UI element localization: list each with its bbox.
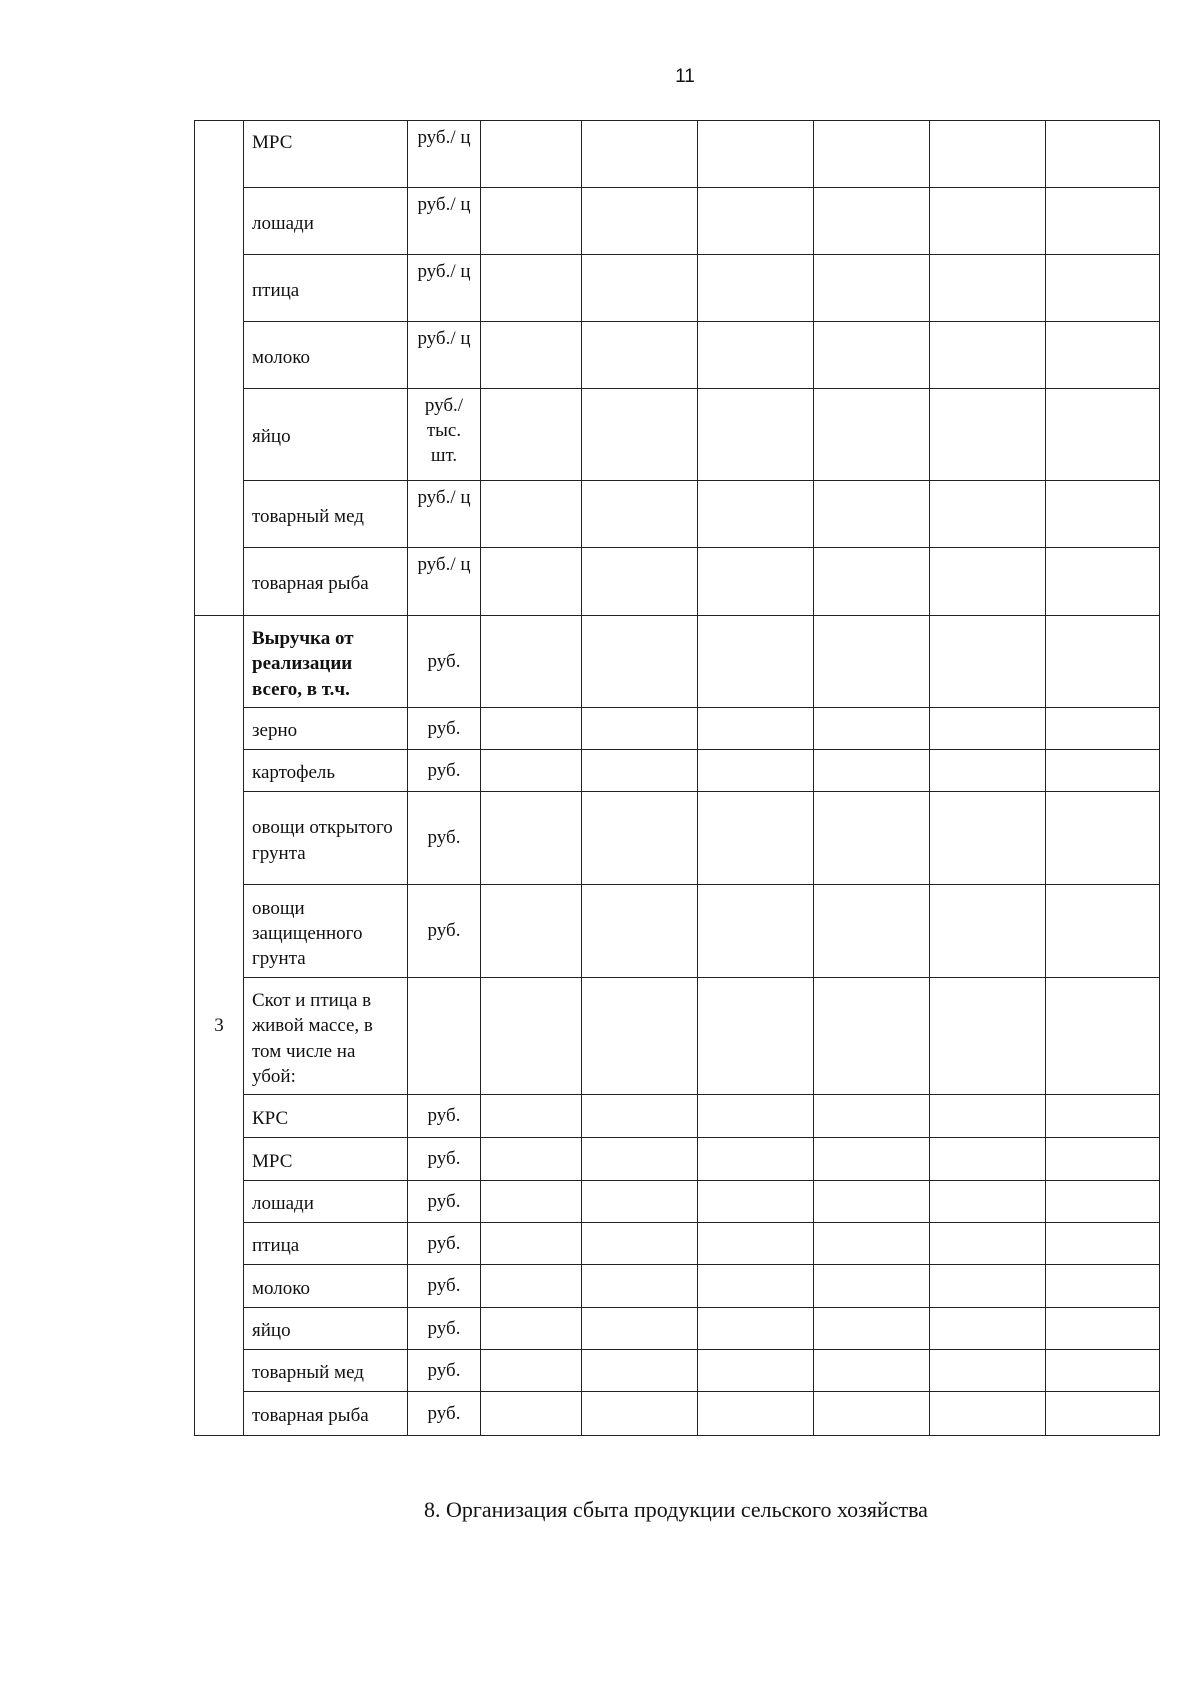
- table-row: [195, 708, 1160, 750]
- value-cell[interactable]: [481, 708, 582, 750]
- row-label: Выручка от реализации всего, в т.ч.: [244, 616, 408, 708]
- value-cell[interactable]: [698, 750, 814, 792]
- table-row: [195, 1138, 1160, 1181]
- data-table: [194, 120, 1160, 1436]
- value-cell[interactable]: [698, 1095, 814, 1138]
- value-cell[interactable]: [582, 616, 698, 708]
- value-cell[interactable]: [814, 322, 930, 389]
- value-cell[interactable]: [582, 1350, 698, 1392]
- value-cell[interactable]: [582, 1265, 698, 1308]
- table-row: [195, 188, 1160, 255]
- value-cell[interactable]: [1046, 885, 1160, 978]
- value-cell[interactable]: [698, 481, 814, 548]
- table-row: [195, 389, 1160, 481]
- value-cell[interactable]: [814, 1308, 930, 1350]
- value-cell[interactable]: [481, 750, 582, 792]
- value-cell[interactable]: [1046, 1181, 1160, 1223]
- value-cell[interactable]: [1046, 255, 1160, 322]
- value-cell[interactable]: [814, 1181, 930, 1223]
- value-cell[interactable]: [814, 548, 930, 616]
- value-cell[interactable]: [582, 885, 698, 978]
- table-row: [195, 1095, 1160, 1138]
- row-unit: руб.: [408, 1350, 481, 1392]
- value-cell[interactable]: [698, 1181, 814, 1223]
- row-label: лошади: [244, 1181, 408, 1223]
- value-cell[interactable]: [582, 322, 698, 389]
- value-cell[interactable]: [930, 750, 1046, 792]
- row-unit: руб./ ц: [408, 121, 481, 188]
- row-unit: руб./ ц: [408, 188, 481, 255]
- value-cell[interactable]: [481, 1095, 582, 1138]
- value-cell[interactable]: [481, 255, 582, 322]
- row-unit: руб./ ц: [408, 255, 481, 322]
- value-cell[interactable]: [481, 322, 582, 389]
- value-cell[interactable]: [814, 389, 930, 481]
- table-row: [195, 255, 1160, 322]
- value-cell[interactable]: [814, 481, 930, 548]
- value-cell[interactable]: [930, 1392, 1046, 1436]
- value-cell[interactable]: [930, 1095, 1046, 1138]
- value-cell[interactable]: [930, 1308, 1046, 1350]
- table-row: [195, 1308, 1160, 1350]
- value-cell[interactable]: [1046, 750, 1160, 792]
- value-cell[interactable]: [582, 1392, 698, 1436]
- row-unit: руб.: [408, 1223, 481, 1265]
- value-cell[interactable]: [698, 1223, 814, 1265]
- row-label: товарная рыба: [244, 548, 408, 616]
- value-cell[interactable]: [582, 978, 698, 1095]
- value-cell[interactable]: [930, 792, 1046, 885]
- row-unit: руб.: [408, 885, 481, 978]
- row-unit: руб.: [408, 1265, 481, 1308]
- value-cell[interactable]: [930, 322, 1046, 389]
- value-cell[interactable]: [814, 1265, 930, 1308]
- value-cell[interactable]: [814, 750, 930, 792]
- value-cell[interactable]: [481, 1138, 582, 1181]
- row-unit: руб.: [408, 1181, 481, 1223]
- value-cell[interactable]: [481, 885, 582, 978]
- row-unit: руб.: [408, 1392, 481, 1436]
- value-cell[interactable]: [930, 1350, 1046, 1392]
- value-cell[interactable]: [1046, 188, 1160, 255]
- value-cell[interactable]: [582, 121, 698, 188]
- value-cell[interactable]: [930, 548, 1046, 616]
- value-cell[interactable]: [698, 1265, 814, 1308]
- row-unit: [408, 978, 481, 1095]
- table-row: [195, 1350, 1160, 1392]
- value-cell[interactable]: [1046, 121, 1160, 188]
- value-cell[interactable]: [1046, 322, 1160, 389]
- value-cell[interactable]: [582, 708, 698, 750]
- value-cell[interactable]: [481, 1392, 582, 1436]
- value-cell[interactable]: [582, 1138, 698, 1181]
- row-unit: руб.: [408, 792, 481, 885]
- value-cell[interactable]: [1046, 1138, 1160, 1181]
- value-cell[interactable]: [814, 708, 930, 750]
- row-label: яйцо: [244, 1308, 408, 1350]
- row-unit: руб.: [408, 750, 481, 792]
- section-title: 8. Организация сбыта продукции сельского хозяйства: [424, 1497, 928, 1522]
- value-cell[interactable]: [1046, 616, 1160, 708]
- value-cell[interactable]: [1046, 1223, 1160, 1265]
- row-unit: руб.: [408, 1095, 481, 1138]
- value-cell[interactable]: [930, 188, 1046, 255]
- table-row: [195, 1392, 1160, 1436]
- value-cell[interactable]: [582, 481, 698, 548]
- value-cell[interactable]: [930, 885, 1046, 978]
- value-cell[interactable]: [481, 188, 582, 255]
- value-cell[interactable]: [814, 978, 930, 1095]
- value-cell[interactable]: [814, 1095, 930, 1138]
- value-cell[interactable]: [1046, 1350, 1160, 1392]
- row-unit: руб.: [408, 708, 481, 750]
- table-row: [195, 978, 1160, 1095]
- value-cell[interactable]: [930, 708, 1046, 750]
- value-cell[interactable]: [1046, 978, 1160, 1095]
- row-label: овощи защищенного грунта: [244, 885, 408, 978]
- value-cell[interactable]: [698, 885, 814, 978]
- value-cell[interactable]: [1046, 792, 1160, 885]
- row-number-cell: [195, 121, 244, 616]
- value-cell[interactable]: [930, 1138, 1046, 1181]
- table-row: [195, 1265, 1160, 1308]
- value-cell[interactable]: [481, 121, 582, 188]
- value-cell[interactable]: [481, 1350, 582, 1392]
- value-cell[interactable]: [698, 188, 814, 255]
- row-label: товарный мед: [244, 1350, 408, 1392]
- value-cell[interactable]: [814, 1392, 930, 1436]
- row-label: картофель: [244, 750, 408, 792]
- value-cell[interactable]: [481, 616, 582, 708]
- value-cell[interactable]: [814, 885, 930, 978]
- table-row: [195, 121, 1160, 188]
- row-unit: руб.: [408, 1308, 481, 1350]
- value-cell[interactable]: [698, 708, 814, 750]
- value-cell[interactable]: [582, 1308, 698, 1350]
- value-cell[interactable]: [698, 616, 814, 708]
- value-cell[interactable]: [698, 1350, 814, 1392]
- value-cell[interactable]: [930, 255, 1046, 322]
- row-number: 3: [195, 616, 244, 1436]
- value-cell[interactable]: [1046, 708, 1160, 750]
- value-cell[interactable]: [930, 1181, 1046, 1223]
- row-label: МРС: [244, 121, 408, 188]
- value-cell[interactable]: [814, 1138, 930, 1181]
- table-row: [195, 616, 1160, 708]
- value-cell[interactable]: [582, 792, 698, 885]
- value-cell[interactable]: [582, 750, 698, 792]
- value-cell[interactable]: [582, 1181, 698, 1223]
- row-label: МРС: [244, 1138, 408, 1181]
- value-cell[interactable]: [814, 616, 930, 708]
- row-label: овощи открытого грунта: [244, 792, 408, 885]
- value-cell[interactable]: [481, 389, 582, 481]
- value-cell[interactable]: [481, 1265, 582, 1308]
- value-cell[interactable]: [930, 1223, 1046, 1265]
- value-cell[interactable]: [814, 1223, 930, 1265]
- value-cell[interactable]: [698, 121, 814, 188]
- value-cell[interactable]: [930, 389, 1046, 481]
- value-cell[interactable]: [814, 121, 930, 188]
- table-row: [195, 885, 1160, 978]
- row-unit: руб./ ц: [408, 481, 481, 548]
- value-cell[interactable]: [1046, 1392, 1160, 1436]
- value-cell[interactable]: [481, 978, 582, 1095]
- row-label: товарная рыба: [244, 1392, 408, 1436]
- value-cell[interactable]: [582, 1095, 698, 1138]
- value-cell[interactable]: [481, 1223, 582, 1265]
- page-number: 11: [675, 66, 695, 87]
- row-label: яйцо: [244, 389, 408, 481]
- row-label: зерно: [244, 708, 408, 750]
- table-row: [195, 1223, 1160, 1265]
- value-cell[interactable]: [481, 792, 582, 885]
- value-cell[interactable]: [930, 616, 1046, 708]
- value-cell[interactable]: [698, 1308, 814, 1350]
- value-cell[interactable]: [814, 1350, 930, 1392]
- value-cell[interactable]: [930, 481, 1046, 548]
- value-cell[interactable]: [1046, 1095, 1160, 1138]
- value-cell[interactable]: [698, 548, 814, 616]
- row-label: лошади: [244, 188, 408, 255]
- row-unit: руб./ тыс. шт.: [408, 389, 481, 481]
- row-unit: руб./ ц: [408, 548, 481, 616]
- value-cell[interactable]: [582, 548, 698, 616]
- value-cell[interactable]: [814, 255, 930, 322]
- row-label: молоко: [244, 322, 408, 389]
- row-label: птица: [244, 1223, 408, 1265]
- table-row: [195, 548, 1160, 616]
- row-label: КРС: [244, 1095, 408, 1138]
- value-cell[interactable]: [1046, 481, 1160, 548]
- value-cell[interactable]: [698, 255, 814, 322]
- value-cell[interactable]: [930, 978, 1046, 1095]
- value-cell[interactable]: [698, 792, 814, 885]
- table-row: [195, 792, 1160, 885]
- value-cell[interactable]: [698, 1392, 814, 1436]
- value-cell[interactable]: [930, 1265, 1046, 1308]
- value-cell[interactable]: [930, 121, 1046, 188]
- value-cell[interactable]: [1046, 548, 1160, 616]
- value-cell[interactable]: [481, 1308, 582, 1350]
- row-label: Скот и птица в живой массе, в том числе на убой:: [244, 978, 408, 1095]
- value-cell[interactable]: [481, 548, 582, 616]
- row-label: товарный мед: [244, 481, 408, 548]
- table-row: [195, 481, 1160, 548]
- value-cell[interactable]: [814, 188, 930, 255]
- table-row: [195, 750, 1160, 792]
- value-cell[interactable]: [698, 322, 814, 389]
- value-cell[interactable]: [1046, 1308, 1160, 1350]
- value-cell[interactable]: [698, 1138, 814, 1181]
- value-cell[interactable]: [582, 1223, 698, 1265]
- value-cell[interactable]: [698, 978, 814, 1095]
- value-cell[interactable]: [582, 255, 698, 322]
- value-cell[interactable]: [481, 1181, 582, 1223]
- value-cell[interactable]: [1046, 1265, 1160, 1308]
- row-unit: руб./ ц: [408, 322, 481, 389]
- value-cell[interactable]: [481, 481, 582, 548]
- value-cell[interactable]: [582, 188, 698, 255]
- row-label: молоко: [244, 1265, 408, 1308]
- row-unit: руб.: [408, 1138, 481, 1181]
- value-cell[interactable]: [814, 792, 930, 885]
- row-label: птица: [244, 255, 408, 322]
- value-cell[interactable]: [582, 389, 698, 481]
- value-cell[interactable]: [1046, 389, 1160, 481]
- table-row: [195, 322, 1160, 389]
- table-row: [195, 1181, 1160, 1223]
- value-cell[interactable]: [698, 389, 814, 481]
- row-unit: руб.: [408, 616, 481, 708]
